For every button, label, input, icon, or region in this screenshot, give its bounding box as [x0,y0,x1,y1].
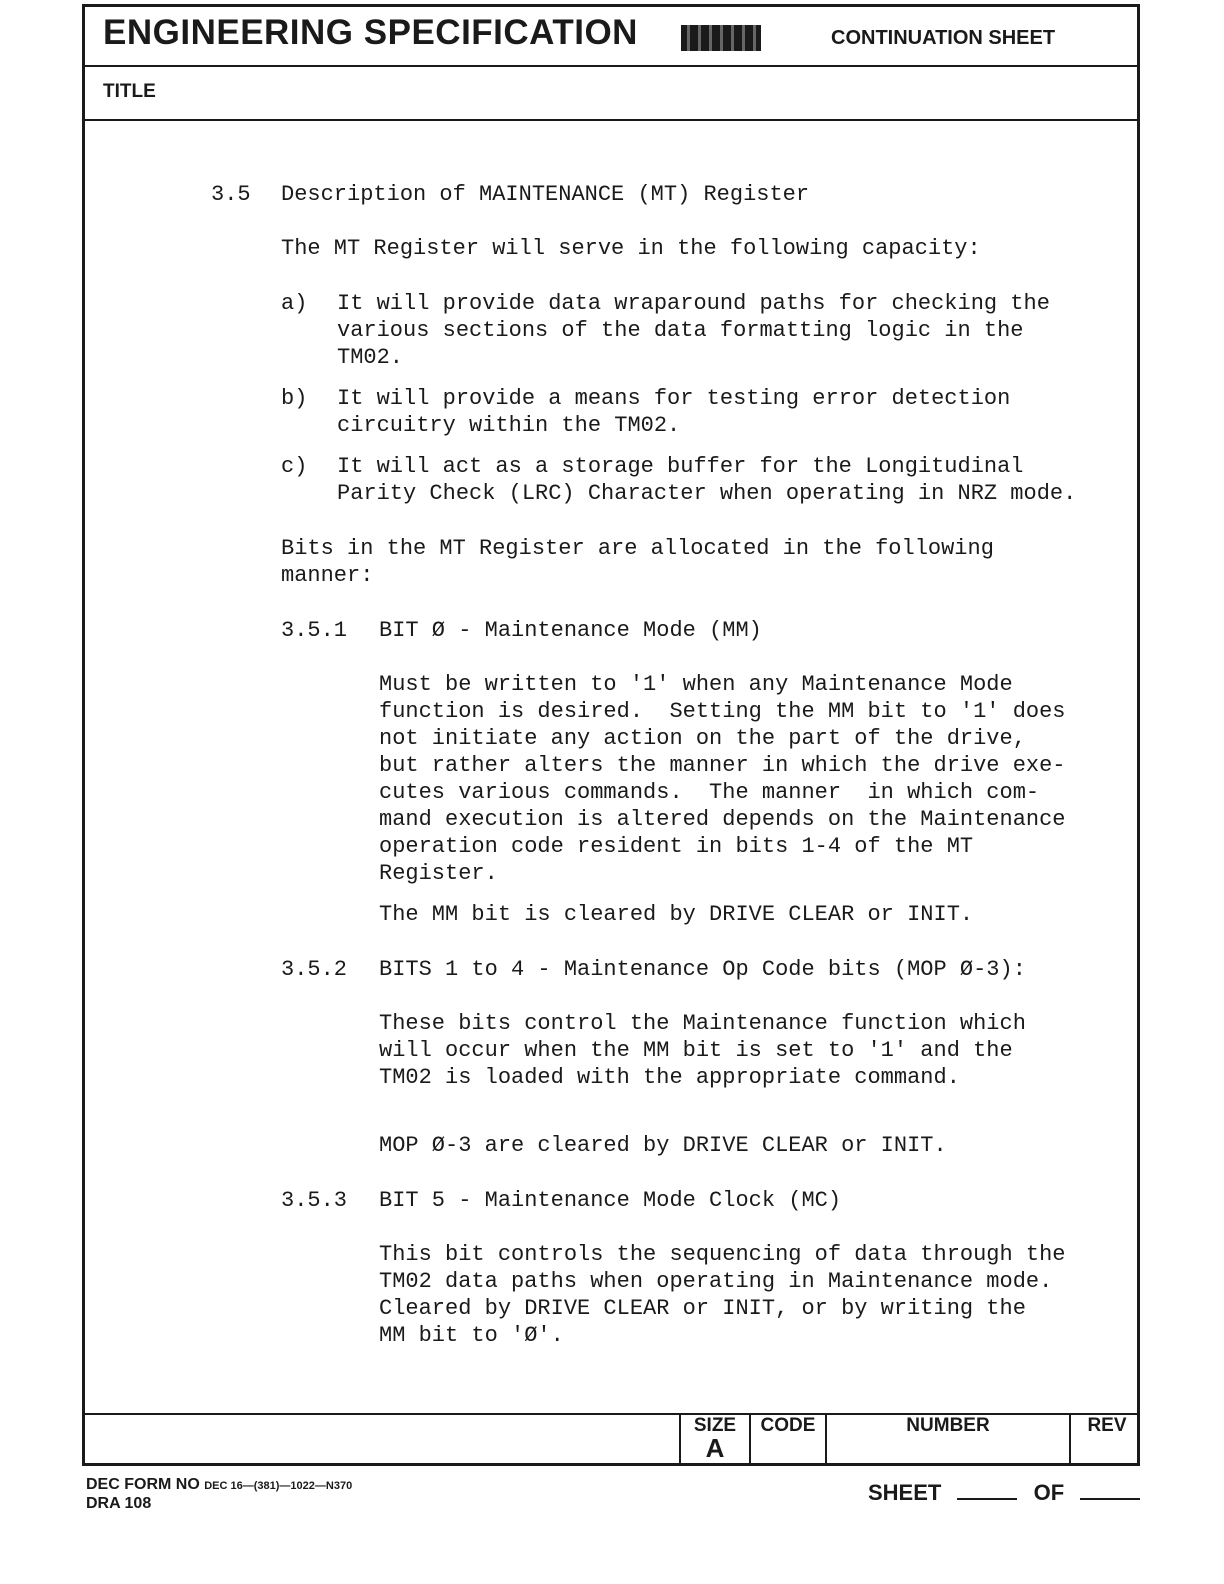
paragraph-line: The MM bit is cleared by DRIVE CLEAR or INIT. [379,902,974,927]
paragraph-line: function is desired. Setting the MM bit to '1' does [379,699,1066,724]
form-frame [82,4,1140,1466]
section-title: Description of MAINTENANCE (MT) Register [281,182,810,207]
rev-label: REV [1087,1415,1127,1436]
form-no-label: DEC FORM NO [86,1476,200,1493]
paragraph-line: Must be written to '1' when any Maintenance Mode [379,672,1013,697]
subsection-number: 3.5.1 [281,618,348,643]
subsection-title: BIT Ø - Maintenance Mode (MM) [379,618,762,643]
list-item-line: Parity Check (LRC) Character when operating in NRZ mode. [337,481,1077,506]
list-item-line: TM02. [337,345,404,370]
subsection-title: BIT 5 - Maintenance Mode Clock (MC) [379,1188,842,1213]
size-value: A [705,1433,725,1463]
size-cell [679,1415,749,1465]
logo-icon [681,25,761,51]
paragraph-line: TM02 is loaded with the appropriate command. [379,1065,960,1090]
of-label: OF [1033,1480,1065,1505]
section-number: 3.5 [211,182,251,207]
of-blank [1080,1480,1140,1500]
list-item-line: It will provide a means for testing error detection [337,386,1011,411]
title-label: TITLE [103,81,156,102]
list-item-line: It will provide data wraparound paths for checking the [337,291,1050,316]
intro-paragraph: The MT Register will serve in the following capacity: [281,236,981,261]
number-label: NUMBER [906,1415,990,1436]
paragraph-line: MM bit to 'Ø'. [379,1323,564,1348]
allocation-line: manner: [281,563,374,588]
allocation-line: Bits in the MT Register are allocated in the following [281,536,994,561]
continuation-sheet-label: CONTINUATION SHEET [831,27,1056,49]
sheet-blank [957,1480,1017,1500]
paragraph-line: cutes various commands. The manner in which com- [379,780,1040,805]
form-no-value: DEC 16—(381)—1022—N370 [204,1480,353,1492]
paragraph-line: but rather alters the manner in which the drive exe- [379,753,1066,778]
number-cell [825,1415,1069,1465]
title-row [85,65,1137,121]
document-heading: ENGINEERING SPECIFICATION [103,13,638,52]
size-label: SIZE [693,1415,737,1436]
paragraph-line: Register. [379,861,498,886]
subsection-number: 3.5.2 [281,957,348,982]
dra-label: DRA 108 [86,1495,152,1512]
paragraph-line: not initiate any action on the part of the drive, [379,726,1026,751]
paragraph-line: operation code resident in bits 1-4 of the MT [379,834,974,859]
list-item-label: c) [281,454,308,479]
paragraph-line: mand execution is altered depends on the Maintenance [379,807,1066,832]
paragraph-line: TM02 data paths when operating in Maintenance mode. [379,1269,1053,1294]
footer-row [85,1413,1137,1465]
subsection-title: BITS 1 to 4 - Maintenance Op Code bits (MOP Ø-3): [379,957,1026,982]
list-item-label: b) [281,386,308,411]
list-item-line: circuitry within the TM02. [337,413,681,438]
header-row [85,7,1137,67]
code-cell [749,1415,825,1465]
paragraph-line: MOP Ø-3 are cleared by DRIVE CLEAR or INIT. [379,1133,947,1158]
list-item-line: various sections of the data formatting logic in the [337,318,1024,343]
sheet-label: SHEET [868,1480,942,1505]
list-item-label: a) [281,291,308,316]
paragraph-line: This bit controls the sequencing of data through the [379,1242,1066,1267]
subsection-number: 3.5.3 [281,1188,348,1213]
sheet-block [868,1480,1150,1506]
rev-cell [1069,1415,1143,1465]
code-label: CODE [760,1415,816,1436]
form-number-block [86,1476,352,1513]
paragraph-line: Cleared by DRIVE CLEAR or INIT, or by writing the [379,1296,1026,1321]
paragraph-line: These bits control the Maintenance function which [379,1011,1026,1036]
list-item-line: It will act as a storage buffer for the Longitudinal [337,454,1024,479]
paragraph-line: will occur when the MM bit is set to '1' and the [379,1038,1013,1063]
